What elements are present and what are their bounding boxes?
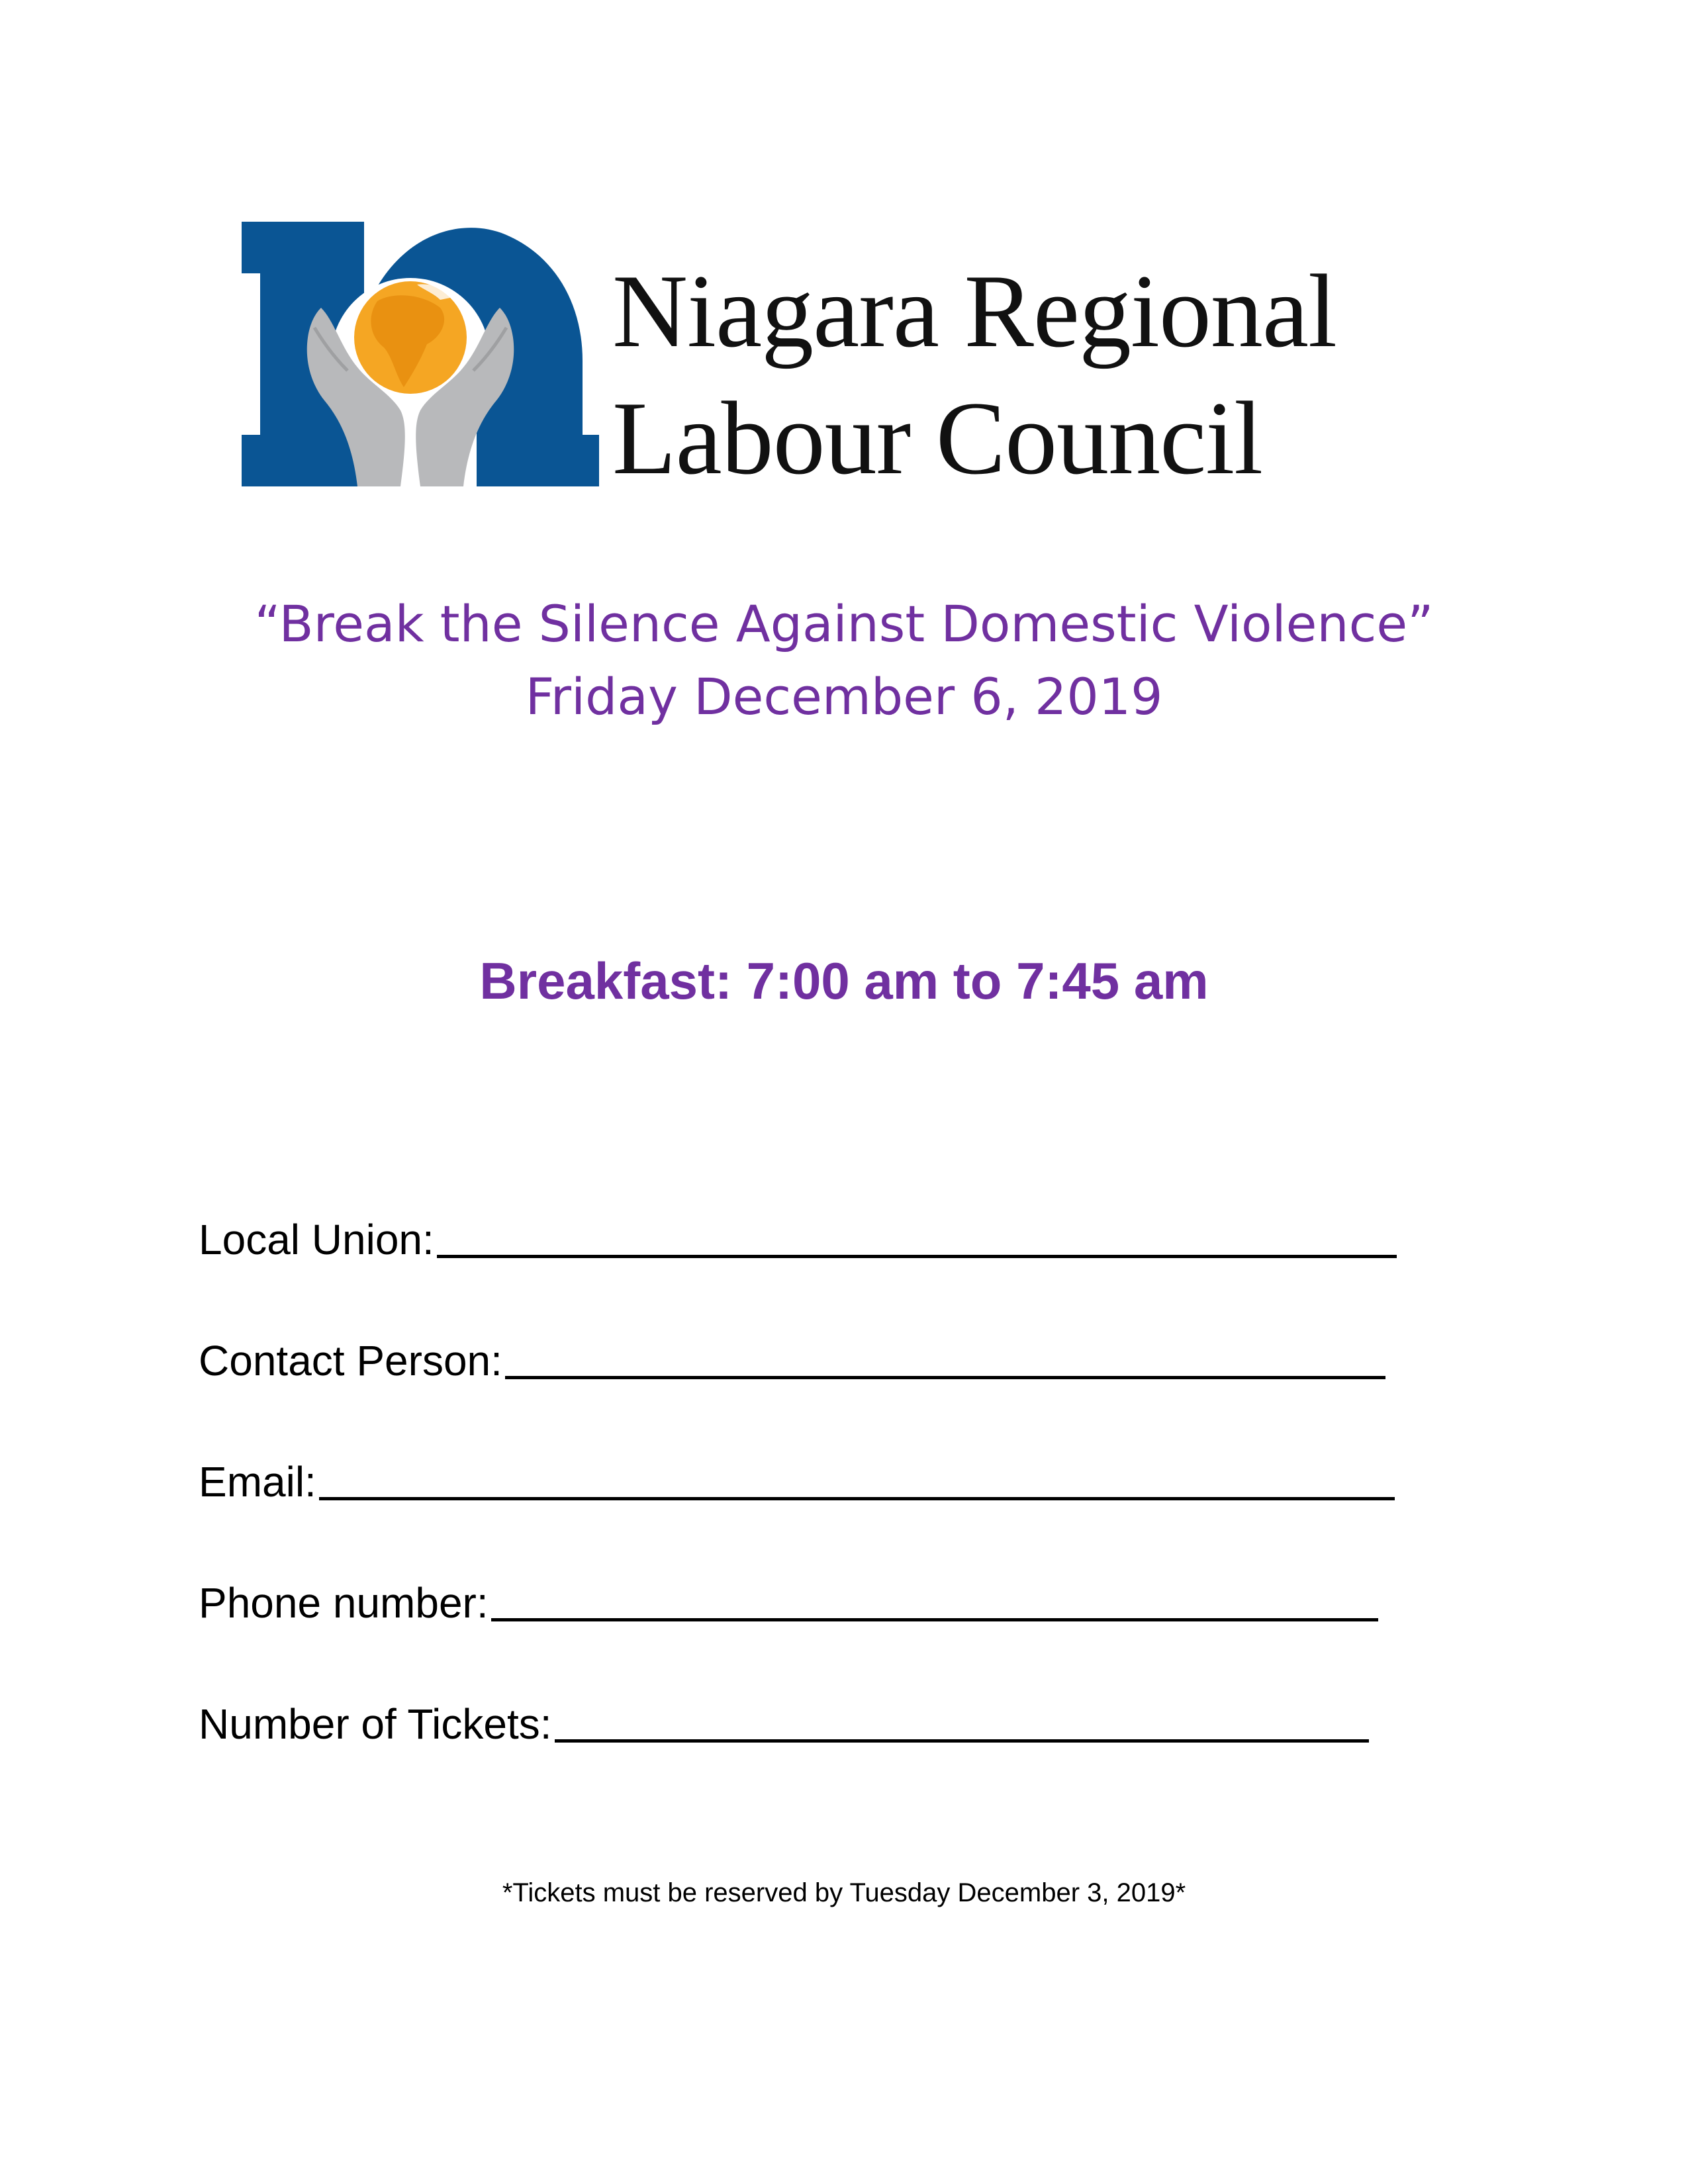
number-of-tickets-input-line[interactable] (555, 1739, 1369, 1743)
logo-line-1: Niagara Regional (612, 253, 1336, 369)
event-title: “Break the Silence Against Domestic Violence” (254, 594, 1434, 653)
phone-number-input-line[interactable] (491, 1618, 1378, 1621)
logo-wordmark (612, 248, 1336, 502)
breakfast-time: Breakfast: 7:00 am to 7:45 am (479, 952, 1209, 1010)
number-of-tickets-label: Number of Tickets: (199, 1700, 552, 1748)
local-union-label: Local Union: (199, 1216, 434, 1263)
email-label: Email: (199, 1458, 316, 1506)
email-input-line[interactable] (319, 1497, 1395, 1500)
phone-number-label: Phone number: (199, 1579, 489, 1627)
email-field (199, 1450, 1395, 1510)
contact-person-field (199, 1329, 1385, 1388)
logo-line-2: Labour Council (612, 381, 1263, 496)
reservation-deadline-note: *Tickets must be reserved by Tuesday December 3, 2019* (502, 1878, 1186, 1907)
local-union-field (199, 1208, 1397, 1267)
contact-person-input-line[interactable] (505, 1376, 1385, 1379)
local-union-input-line[interactable] (437, 1255, 1397, 1258)
number-of-tickets-field (199, 1692, 1369, 1752)
phone-number-field (199, 1571, 1378, 1631)
organization-logo (242, 222, 1367, 500)
contact-person-label: Contact Person: (199, 1337, 502, 1385)
event-date: Friday December 6, 2019 (525, 667, 1163, 726)
logo-n-globe-hands-icon (242, 222, 599, 493)
